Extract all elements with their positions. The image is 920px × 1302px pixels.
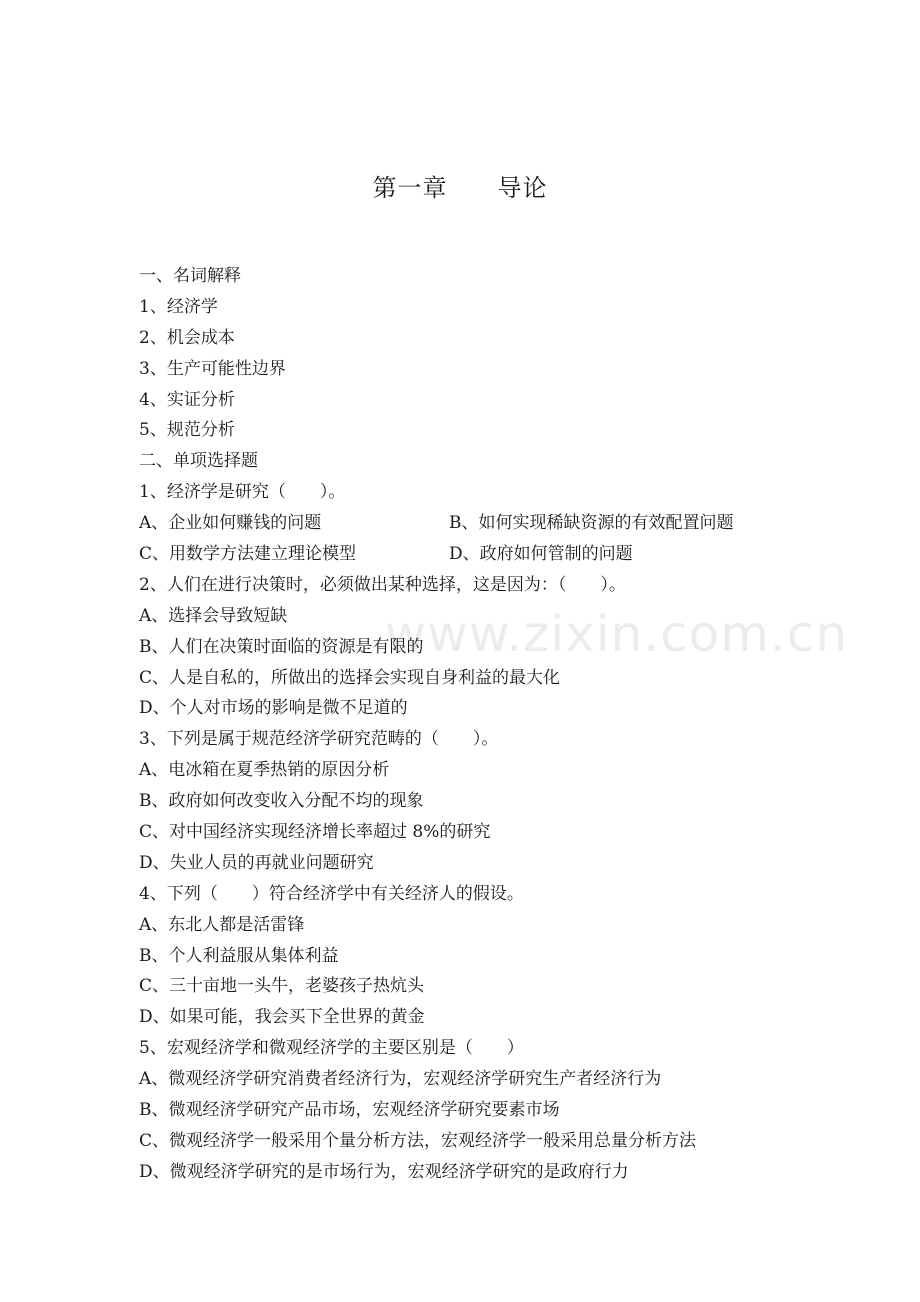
chapter-title xyxy=(0,168,920,203)
option-c: C、人是自私的，所做出的选择会实现自身利益的最大化 xyxy=(139,667,561,688)
option-c: C、微观经济学一般采用个量分析方法，宏观经济学一般采用总量分析方法 xyxy=(139,1130,697,1151)
question-stem: 4、下列（ ）符合经济学中有关经济人的假设。 xyxy=(139,883,524,904)
document-body xyxy=(139,261,799,1188)
option-b: B、微观经济学研究产品市场，宏观经济学研究要素市场 xyxy=(139,1100,560,1121)
option-b: B、如何实现稀缺资源的有效配置问题 xyxy=(449,513,734,534)
section-heading-terms: 一、名词解释 xyxy=(139,266,241,286)
term-item: 4、实证分析 xyxy=(139,389,235,410)
option-c: C、对中国经济实现经济增长率超过 8%的研究 xyxy=(139,822,491,843)
option-a: A、微观经济学研究消费者经济行为，宏观经济学研究生产者经济行为 xyxy=(139,1069,662,1090)
question-stem: 3、下列是属于规范经济学研究范畴的（ ）。 xyxy=(139,729,499,750)
chapter-name: 导论 xyxy=(497,174,548,202)
option-a: A、企业如何赚钱的问题 xyxy=(139,513,322,534)
term-item: 2、机会成本 xyxy=(139,327,235,348)
question-stem: 2、人们在进行决策时，必须做出某种选择，这是因为：（ ）。 xyxy=(139,574,626,595)
option-b: B、政府如何改变收入分配不均的现象 xyxy=(139,791,424,812)
question-stem: 1、经济学是研究（ ）。 xyxy=(139,482,346,503)
option-d: D、政府如何管制的问题 xyxy=(449,544,633,565)
option-b: B、个人利益服从集体利益 xyxy=(139,945,339,966)
option-a: A、选择会导致短缺 xyxy=(139,605,288,626)
watermark: www.zixin.com.cn xyxy=(385,605,849,663)
chapter-number: 第一章 xyxy=(372,174,448,202)
option-c: C、三十亩地一头牛，老婆孩子热炕头 xyxy=(139,976,425,997)
option-a: A、东北人都是活雷锋 xyxy=(139,914,305,935)
option-d: D、个人对市场的影响是微不足道的 xyxy=(139,698,408,719)
option-a: A、电冰箱在夏季热销的原因分析 xyxy=(139,760,390,781)
option-c: C、用数学方法建立理论模型 xyxy=(139,544,357,565)
question-stem: 5、宏观经济学和微观经济学的主要区别是（ ） xyxy=(139,1038,524,1059)
option-row xyxy=(139,508,799,539)
option-d: D、微观经济学研究的是市场行为，宏观经济学研究的是政府行力 xyxy=(139,1161,629,1182)
option-d: D、如果可能，我会买下全世界的黄金 xyxy=(139,1007,425,1028)
section-heading-choice: 二、单项选择题 xyxy=(139,451,258,472)
option-d: D、失业人员的再就业问题研究 xyxy=(139,852,374,873)
option-row xyxy=(139,539,799,570)
term-item: 5、规范分析 xyxy=(139,420,235,441)
term-item: 1、经济学 xyxy=(139,296,218,317)
option-b: B、人们在决策时面临的资源是有限的 xyxy=(139,636,424,657)
term-item: 3、生产可能性边界 xyxy=(139,358,286,379)
